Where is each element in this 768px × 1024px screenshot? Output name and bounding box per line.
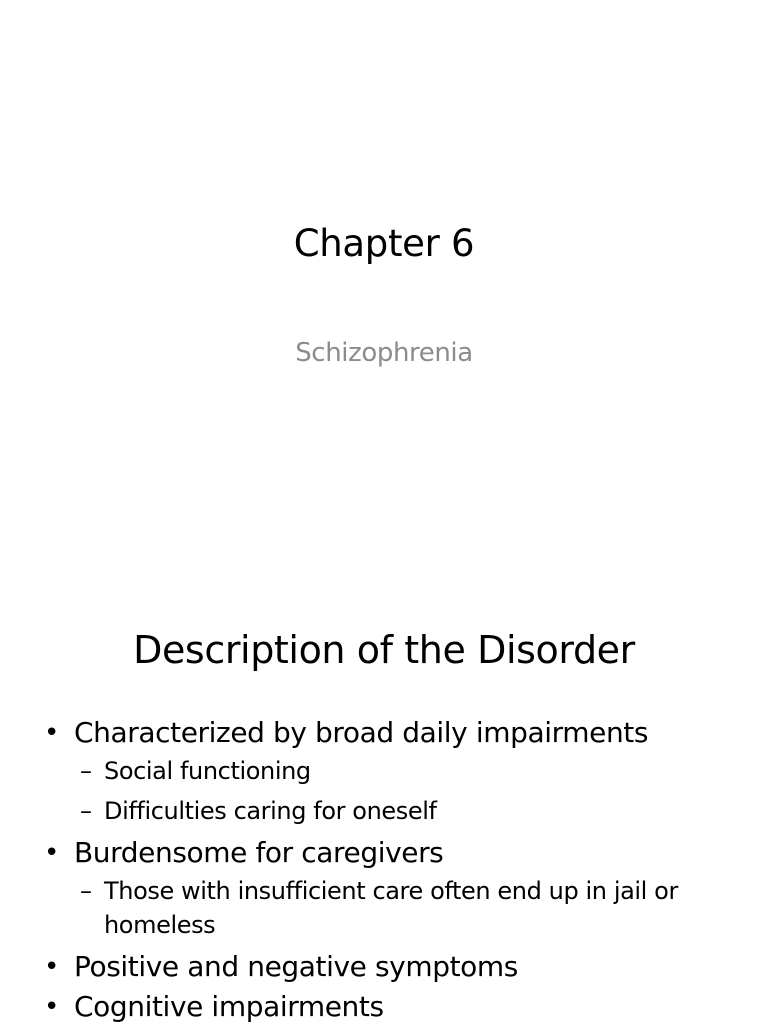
bullet-text: Positive and negative symptoms xyxy=(74,950,518,983)
bullet-icon: • xyxy=(44,718,59,748)
bullet-text: Cognitive impairments xyxy=(74,990,384,1023)
bullet-text: Burdensome for caregivers xyxy=(74,836,444,869)
bullet-item xyxy=(44,950,724,984)
bullet-text: Characterized by broad daily impairments xyxy=(74,716,649,749)
dash-icon: – xyxy=(80,877,92,905)
sub-bullet-text: Social functioning xyxy=(104,757,311,785)
sub-bullet-text: Difficulties caring for oneself xyxy=(104,797,437,825)
dash-icon: – xyxy=(80,797,92,825)
sub-bullet-item xyxy=(70,794,724,828)
slide-2-title: Description of the Disorder xyxy=(133,628,635,672)
slide-1-title: Chapter 6 xyxy=(293,222,475,265)
sub-bullet-list xyxy=(74,874,724,942)
dash-icon: – xyxy=(80,757,92,785)
bullet-icon: • xyxy=(44,952,59,982)
bullet-icon: • xyxy=(44,992,59,1022)
slide-1-subtitle: Schizophrenia xyxy=(295,338,473,368)
bullet-item xyxy=(44,716,724,828)
bullet-item xyxy=(44,990,724,1024)
bullet-item xyxy=(44,836,724,942)
sub-bullet-item xyxy=(70,874,724,942)
bullet-list xyxy=(44,716,724,1024)
bullet-icon: • xyxy=(44,838,59,868)
slide-description xyxy=(0,576,768,1024)
sub-bullet-text: Those with insufficient care often end up in jail or homeless xyxy=(104,877,678,939)
sub-bullet-item xyxy=(70,754,724,788)
sub-bullet-list xyxy=(74,754,724,828)
